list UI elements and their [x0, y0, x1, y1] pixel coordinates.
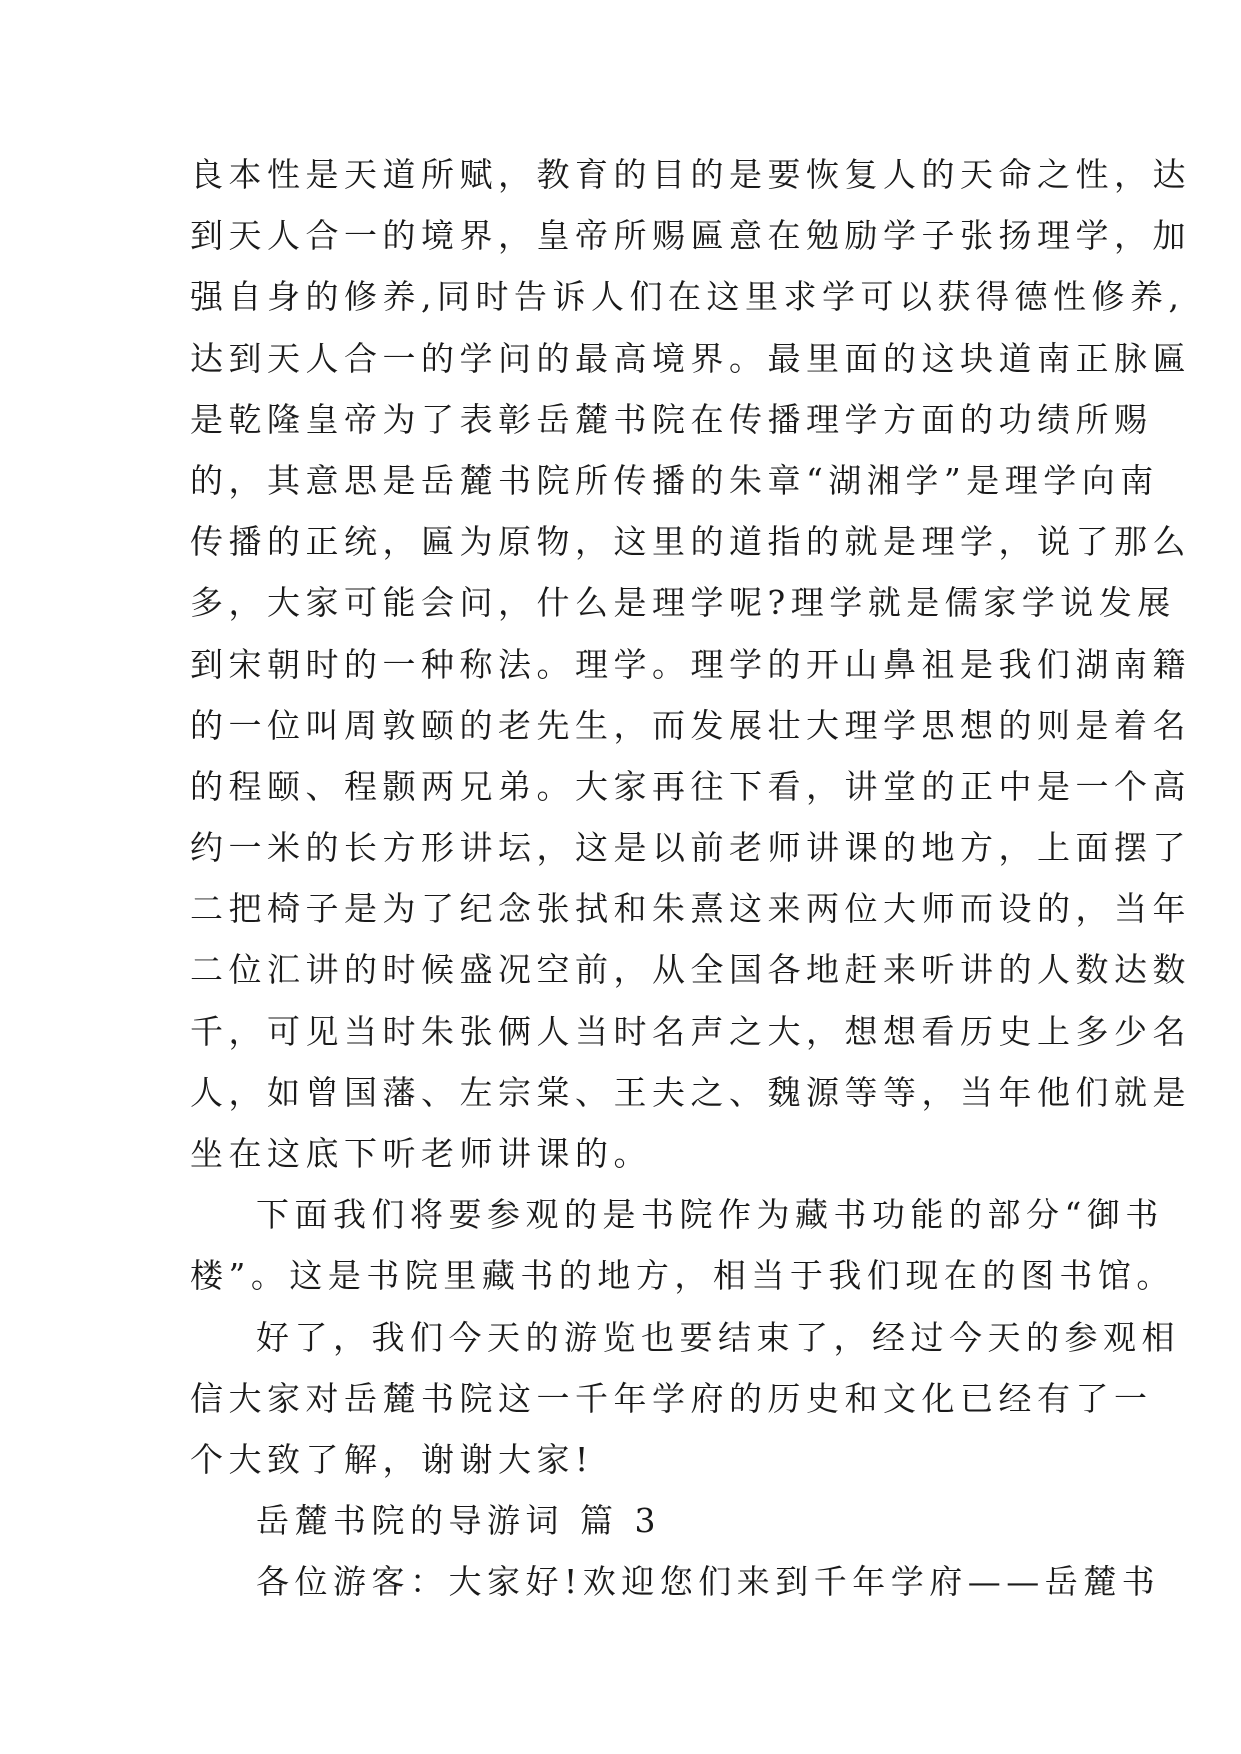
text-line: 二把椅子是为了纪念张拭和朱熹这来两位大师而设的，当年 — [190, 889, 1191, 929]
paragraph-start-line: 各位游客：大家好!欢迎您们来到千年学府——岳麓书 — [256, 1562, 1161, 1602]
text-line: 的一位叫周敦颐的老先生，而发展壮大理学思想的则是着名 — [190, 705, 1191, 745]
text-line: 个大致了解，谢谢大家! — [190, 1439, 594, 1479]
text-line: 楼”。这是书院里藏书的地方，相当于我们现在的图书馆。 — [190, 1256, 1175, 1296]
text-line: 信大家对岳麓书院这一千年学府的历史和文化已经有了一 — [190, 1378, 1153, 1418]
text-line: 的程颐、程颢两兄弟。大家再往下看，讲堂的正中是一个高 — [190, 766, 1191, 806]
text-line: 二位汇讲的时候盛况空前，从全国各地赶来听讲的人数达数 — [190, 950, 1191, 990]
text-line: 传播的正统，匾为原物，这里的道指的就是理学，说了那么 — [190, 522, 1191, 562]
document-page — [190, 155, 1191, 1624]
text-line: 到宋朝时的一种称法。理学。理学的开山鼻祖是我们湖南籍 — [190, 644, 1191, 684]
section-heading: 岳麓书院的导游词 篇 3 — [256, 1501, 661, 1541]
text-line: 良本性是天道所赋，教育的目的是要恢复人的天命之性，达 — [190, 155, 1191, 194]
text-line: 多，大家可能会问，什么是理学呢?理学就是儒家学说发展 — [190, 583, 1176, 623]
text-line: 坐在这底下听老师讲课的。 — [190, 1134, 652, 1173]
text-line: 人，如曾国藩、左宗棠、王夫之、魏源等等，当年他们就是 — [190, 1072, 1191, 1112]
text-line: 约一米的长方形讲坛，这是以前老师讲课的地方，上面摆了 — [190, 828, 1191, 868]
text-line: 是乾隆皇帝为了表彰岳麓书院在传播理学方面的功绩所赐 — [190, 399, 1153, 439]
paragraph-start-line: 下面我们将要参观的是书院作为藏书功能的部分“御书 — [256, 1195, 1164, 1235]
paragraph-start-line: 好了，我们今天的游览也要结束了，经过今天的参观相 — [256, 1317, 1180, 1357]
text-line: 达到天人合一的学问的最高境界。最里面的这块道南正脉匾 — [190, 338, 1191, 378]
text-line: 千，可见当时朱张俩人当时名声之大，想想看历史上多少名 — [190, 1011, 1191, 1051]
text-line: 强自身的修养,同时告诉人们在这里求学可以获得德性修养, — [190, 277, 1185, 317]
text-line: 的，其意思是岳麓书院所传播的朱章“湖湘学”是理学向南 — [190, 460, 1159, 500]
text-line: 到天人合一的境界，皇帝所赐匾意在勉励学子张扬理学，加 — [190, 216, 1191, 256]
